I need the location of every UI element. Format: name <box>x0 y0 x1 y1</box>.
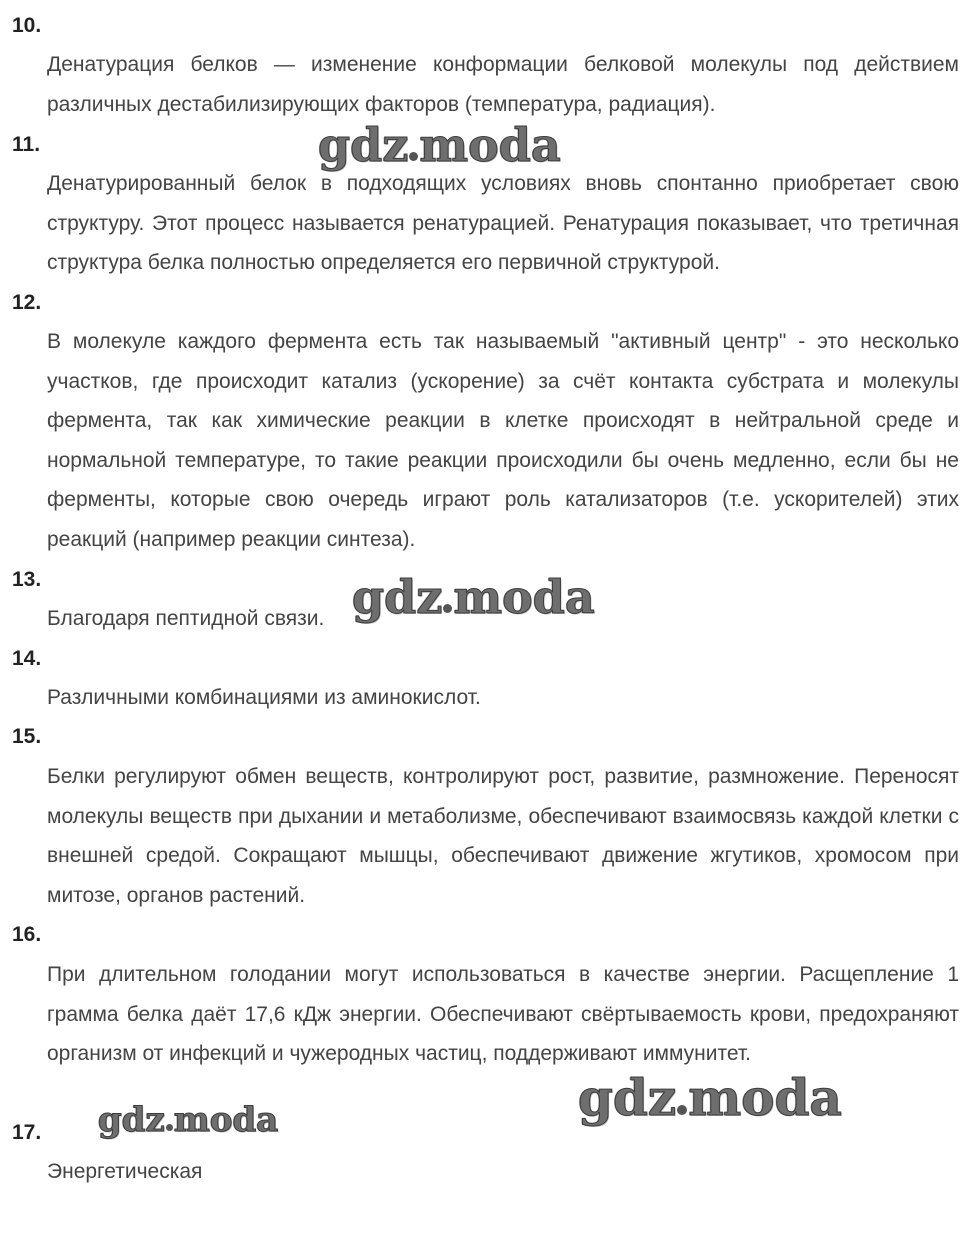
watermark-dot <box>677 1105 687 1115</box>
question-number: 12. <box>12 291 42 314</box>
watermark-left: gdz <box>318 118 409 172</box>
watermark-dot <box>409 152 418 161</box>
answer-text: Энергетическая <box>47 1160 203 1183</box>
watermark-logo <box>352 570 595 624</box>
watermark-right: moda <box>419 118 561 172</box>
watermark-right: moda <box>688 1068 842 1127</box>
watermark-logo <box>578 1068 842 1127</box>
question-number: 11. <box>12 133 41 156</box>
question-number: 15. <box>12 725 42 748</box>
answer-text: Различными комбинациями из аминокислот. <box>47 686 481 709</box>
watermark-logo <box>318 118 561 172</box>
watermark-dot <box>166 1124 173 1131</box>
watermark-left: gdz <box>578 1068 677 1127</box>
answer-text: Благодаря пептидной связи. <box>47 607 325 630</box>
question-number: 14. <box>12 647 42 670</box>
question-number: 16. <box>12 923 42 946</box>
answer-text: Денатурация белков — изменение конформации белковой молекулы под действием различных дестабилизирующих факторов (температура, радиация). <box>47 53 959 116</box>
answer-text: Денатурированный белок в подходящих условиях вновь спонтанно приобретает свою структуру. Этот процесс называется ренатурацией. Ренатурация показывает, что третичная структура белка полностью определяется его первичной структурой. <box>47 172 959 275</box>
question-number: 10. <box>12 14 42 37</box>
watermark-dot <box>443 604 452 613</box>
question-number: 13. <box>12 568 42 591</box>
watermark-right: moda <box>453 570 595 624</box>
watermark-right: moda <box>173 1100 279 1140</box>
answer-text: При длительном голодании могут использоваться в качестве энергии. Расщепление 1 грамма белка даёт 17,6 кДж энергии. Обеспечивают свёртываемость крови, предохраняют организм от инфекций и чужеродных частиц, поддерживают иммунитет. <box>47 963 959 1066</box>
question-number: 17. <box>12 1121 42 1144</box>
watermark-left: gdz <box>352 570 443 624</box>
answer-text: Белки регулируют обмен веществ, контролируют рост, развитие, размножение. Переносят молекулы веществ при дыхании и метаболизме, обеспечивают взаимосвязь каждой клетки с внешней средой. Сокращают мышцы, обеспечивают движение жгутиков, хромосом при митозе, органов растений. <box>47 765 959 907</box>
watermark-left: gdz <box>98 1100 165 1140</box>
answer-text: В молекуле каждого фермента есть так называемый "активный центр" - это несколько участков, где происходит катализ (ускорение) за счёт контакта субстрата и молекулы фермента, так как химические реакции в клетке происходят в нейтральной среде и нормальной температуре, то такие реакции происходили бы очень медленно, если бы не ферменты, которые свою очередь играют роль катализаторов (т.е. ускорителей) этих реакций (например реакции синтеза). <box>47 330 959 551</box>
watermark-logo <box>98 1100 278 1140</box>
